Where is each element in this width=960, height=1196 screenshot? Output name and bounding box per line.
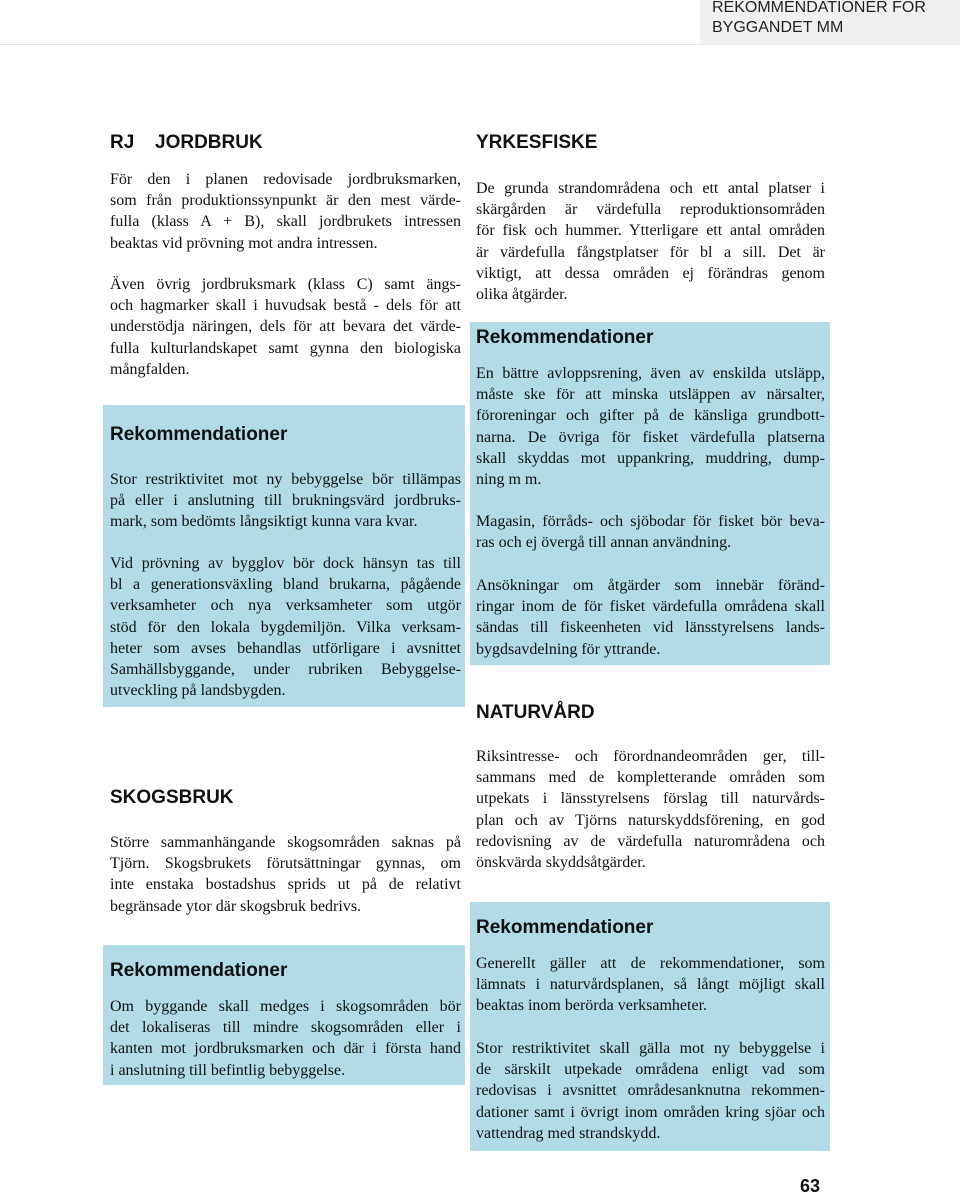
text-line: Tjörn. Skogsbrukets förutsättningar gynnas, om — [110, 855, 461, 873]
text-line: heter som avses behandlas utförligare i avsnittet — [110, 639, 461, 657]
recommendation-paragraph-2 — [110, 553, 461, 701]
recommendation-heading: Rekommendationer — [110, 960, 288, 981]
header-rule — [0, 44, 700, 45]
text-line: Generellt gäller att de rekommendationer, som — [476, 955, 825, 972]
naturvard-paragraph-1 — [476, 746, 825, 873]
recommendation-box-yrkesfiske — [470, 322, 830, 665]
section-heading-skogsbruk: SKOGSBRUK — [110, 787, 234, 808]
yrkesfiske-paragraph-1 — [476, 178, 825, 305]
running-header-line-2: BYGGANDET MM — [712, 19, 844, 36]
text-line: verksamheter och nya verksamheter som utgör — [110, 597, 461, 615]
text-line: ringar inom de för fisket värdefulla områdena skall — [476, 598, 825, 616]
text-line: föroreningar och gifter på de känsliga grundbott- — [476, 407, 825, 425]
text-line: bl a generationsväxling bland brukarna, pågående — [110, 576, 461, 594]
text-line: utveckling på landsbygden. — [110, 682, 286, 700]
text-line: fulla kulturlandskapet samt gynna den biologiska — [110, 339, 461, 357]
text-line: viktigt, att dessa områden ej förändras genom — [476, 264, 825, 282]
text-line: understödja näringen, dels för att bevara det värde- — [110, 318, 461, 336]
text-line: Större sammanhängande skogsområden saknas på — [110, 834, 461, 851]
section-title: JORDBRUK — [155, 132, 263, 153]
text-line: skärgården är värdefulla reproduktionsområden — [476, 201, 825, 219]
text-line: De grunda strandområdena och ett antal platser i — [476, 180, 825, 197]
recommendation-paragraph-1 — [110, 996, 461, 1081]
text-line: narna. De övriga för fisket värdefulla platserna — [476, 428, 825, 446]
text-line: som från produktionssynpunkt är den mest värde- — [110, 192, 461, 210]
jordbruk-paragraph-2 — [110, 274, 461, 380]
text-line: mångfalden. — [110, 360, 190, 378]
running-header — [712, 0, 926, 38]
recommendation-heading: Rekommendationer — [476, 327, 654, 348]
jordbruk-paragraph-1 — [110, 169, 461, 254]
header-band — [700, 0, 960, 45]
text-line: För den i planen redovisade jordbruksmarken, — [110, 171, 461, 188]
skogsbruk-paragraph-1 — [110, 832, 461, 917]
recommendation-paragraph-2 — [476, 511, 825, 553]
recommendation-paragraph-1 — [476, 363, 825, 490]
text-line: kanten mot jordbruksmarken och där i första hand — [110, 1040, 461, 1058]
text-line: redovisning av de värdefulla naturområdena och — [476, 832, 825, 850]
text-line: lämnats i naturvårdsplanen, så långt möjligt skall — [476, 976, 825, 994]
text-line: det lokaliseras till mindre skogsområden eller i — [110, 1019, 461, 1037]
text-line: Ansökningar om åtgärder som innebär föränd- — [476, 577, 825, 594]
text-line: beaktas inom berörda verksamheter. — [476, 997, 708, 1015]
recommendation-paragraph-3 — [476, 575, 825, 660]
text-line: olika åtgärder. — [476, 285, 568, 303]
text-line: önskvärda skyddsåtgärder. — [476, 853, 646, 871]
recommendation-heading: Rekommendationer — [110, 424, 288, 445]
text-line: skall skyddas mot uppankring, muddring, dump- — [476, 449, 825, 467]
text-line: Samhällsbyggande, under rubriken Bebyggelse- — [110, 660, 461, 678]
text-line: Stor restriktivitet skall gälla mot ny bebyggelse i — [476, 1040, 825, 1057]
text-line: vattendrag med strandskydd. — [476, 1124, 661, 1142]
text-line: inte enstaka bostadshus sprids ut på de relativt — [110, 876, 461, 894]
text-line: En bättre avloppsrening, även av enskilda utsläpp, — [476, 365, 825, 382]
text-line: i anslutning till befintlig bebyggelse. — [110, 1061, 346, 1079]
text-line: bygdsavdelning för yttrande. — [476, 640, 661, 658]
text-line: för fisk och hummer. Ytterligare ett antal områden — [476, 222, 825, 240]
recommendation-box-naturvard — [470, 902, 830, 1151]
running-header-line-1: REKOMMENDATIONER FÖR — [712, 0, 926, 16]
text-line: Magasin, förråds- och sjöbodar för fisket bör beva- — [476, 513, 825, 530]
text-line: fulla (klass A + B), skall jordbrukets intressen — [110, 213, 461, 231]
text-line: på eller i anslutning till brukningsvärd jordbruks- — [110, 492, 461, 510]
text-line: stöd för den lokala bygdemiljön. Vilka verksam- — [110, 618, 461, 636]
text-line: plan och av Tjörns naturskyddsförening, en god — [476, 811, 825, 829]
text-line: Riksintresse- och förordnandeområden ger, till- — [476, 748, 825, 765]
recommendation-paragraph-2 — [476, 1038, 825, 1144]
text-line: Vid prövning av bygglov bör dock hänsyn tas till — [110, 555, 461, 572]
text-line: och hagmarker skall i huvudsak bestå - dels för att — [110, 297, 461, 315]
text-line: ras och ej övergå till annan användning. — [476, 534, 732, 552]
text-line: beaktas vid prövning mot andra intressen. — [110, 234, 378, 252]
text-line: dationer samt i övrigt inom områden kring sjöar och — [476, 1103, 825, 1121]
text-line: sändas till fiskeenheten vid länsstyrelsens lands- — [476, 619, 825, 637]
text-line: utpekats i länsstyrelsens förslag till naturvårds- — [476, 790, 825, 808]
page-number: 63 — [800, 1176, 821, 1196]
text-line: sammans med de kompletterande områden som — [476, 769, 825, 787]
text-line: mark, som bedömts långsiktigt kunna vara kvar. — [110, 513, 418, 531]
text-line: är värdefulla fångstplatser för bl a sill. Det är — [476, 243, 825, 261]
text-line: måste ske för att minska utsläppen av närsalter, — [476, 386, 825, 404]
text-line: Även övrig jordbruksmark (klass C) samt ängs- — [110, 276, 461, 293]
section-heading-yrkesfiske: YRKESFISKE — [476, 132, 598, 153]
text-line: Om byggande skall medges i skogsområden bör — [110, 998, 461, 1015]
section-heading-jordbruk — [110, 132, 263, 154]
section-code: RJ — [110, 132, 135, 153]
text-line: begränsade ytor där skogsbruk bedrivs. — [110, 897, 362, 915]
text-line: de särskilt utpekade områdena enligt vad som — [476, 1061, 825, 1079]
recommendation-paragraph-1 — [110, 469, 461, 533]
text-line: ning m m. — [476, 470, 542, 488]
section-heading-naturvard: NATURVÅRD — [476, 702, 595, 723]
recommendation-heading: Rekommendationer — [476, 917, 654, 938]
recommendation-box-jordbruk — [103, 405, 465, 707]
text-line: redovisas i avsnittet områdesanknutna rekommen- — [476, 1082, 825, 1100]
recommendation-paragraph-1 — [476, 953, 825, 1017]
text-line: Stor restriktivitet mot ny bebyggelse bör tillämpas — [110, 471, 461, 488]
recommendation-box-skogsbruk — [103, 945, 465, 1085]
